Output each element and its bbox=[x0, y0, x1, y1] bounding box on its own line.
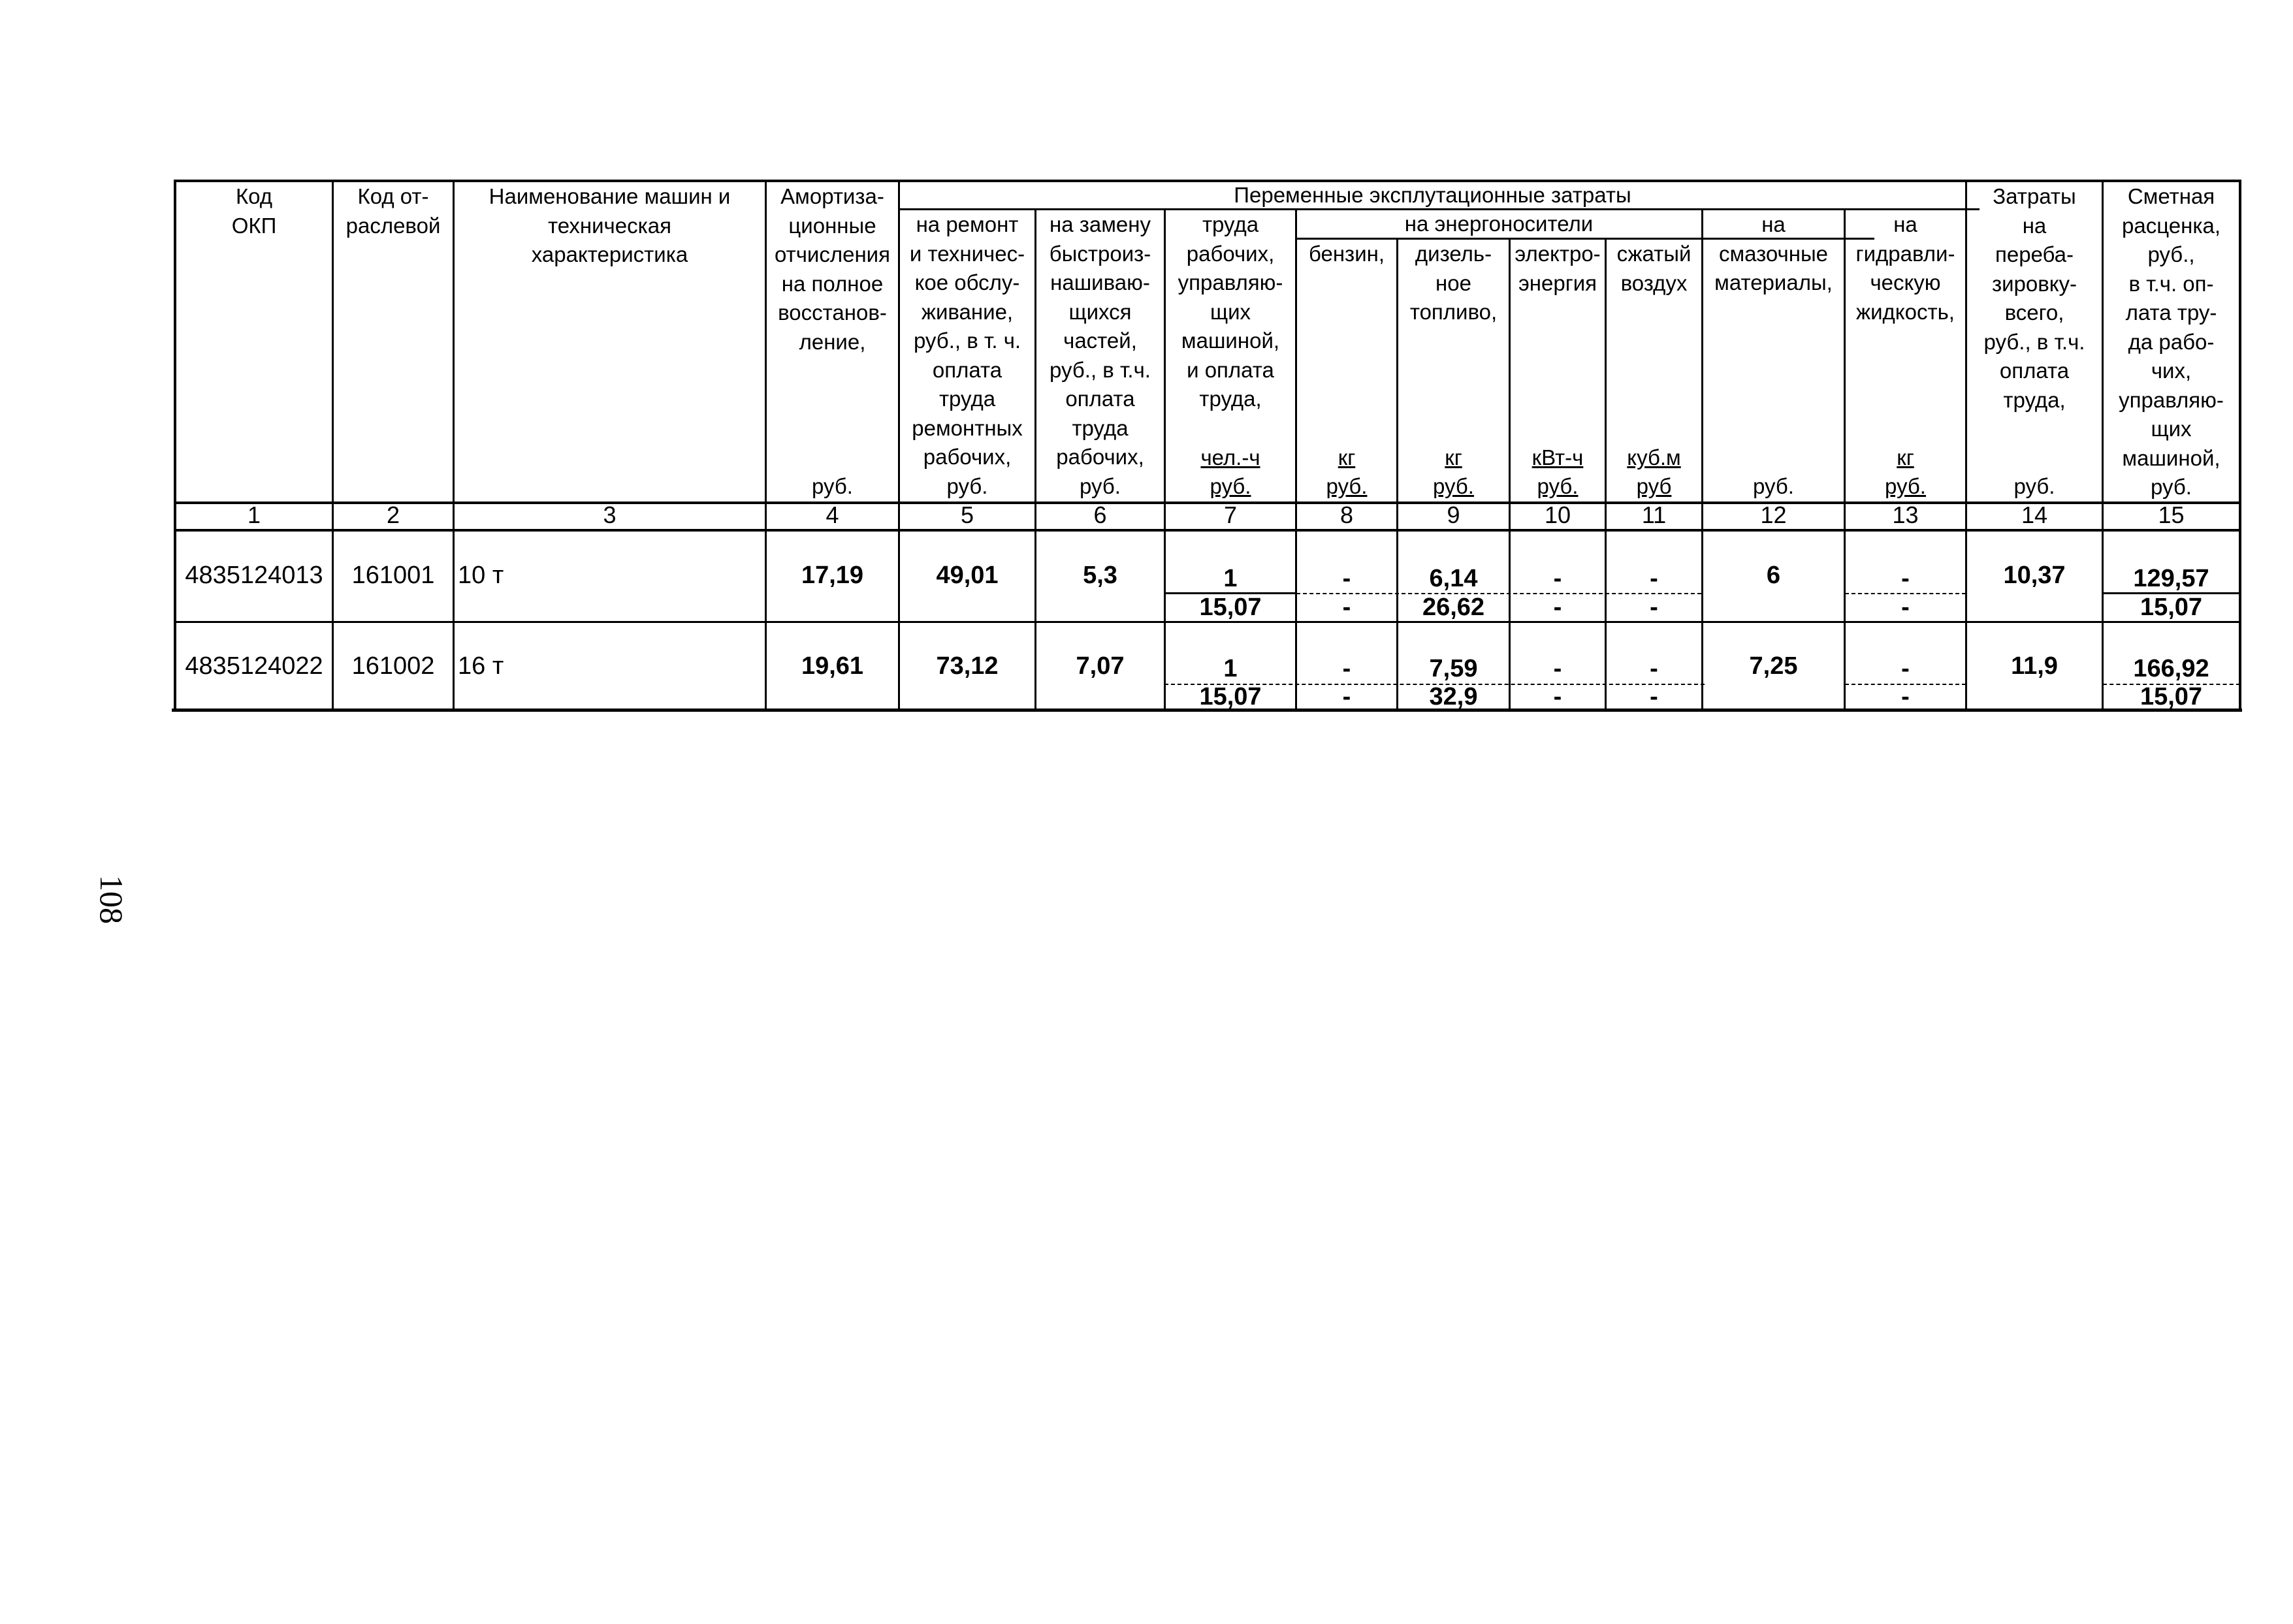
colnum-6: 6 bbox=[1093, 502, 1107, 528]
row2-branch-code: 161002 bbox=[351, 652, 435, 680]
row2-rate-pay: 15,07 bbox=[2140, 683, 2203, 710]
row1-okp: 4835124013 bbox=[185, 562, 323, 589]
row1-labor-pay: 15,07 bbox=[1199, 594, 1262, 621]
row2-air-rub: - bbox=[1650, 683, 1658, 710]
colnum-11: 11 bbox=[1641, 502, 1667, 528]
header-amortization: Амортиза- ционные отчисления на полное восстанов- ление, bbox=[774, 184, 890, 354]
page-number: 108 bbox=[93, 875, 130, 924]
header-electricity: электро- энергия bbox=[1515, 242, 1601, 295]
header-diesel-unit2: руб. bbox=[1433, 474, 1474, 498]
row2-petrol-rub: - bbox=[1342, 683, 1351, 710]
row1-parts: 5,3 bbox=[1083, 562, 1117, 589]
row1-diesel: 6,14 bbox=[1429, 565, 1478, 592]
header-hydraulic-unit2: руб. bbox=[1885, 474, 1926, 498]
colnum-13: 13 bbox=[1892, 502, 1919, 528]
colnum-12: 12 bbox=[1760, 502, 1787, 528]
row2-lubricants: 7,25 bbox=[1749, 652, 1798, 680]
row1-lubricants: 6 bbox=[1766, 562, 1781, 589]
row2-relocation: 11,9 bbox=[2011, 652, 2058, 680]
row2-repair: 73,12 bbox=[936, 652, 999, 680]
header-petrol-unit1: кг bbox=[1338, 445, 1356, 470]
header-branch-code: Код от- раслевой bbox=[345, 184, 441, 238]
header-estimated-rate: Сметная расценка, руб., в т.ч. оп- лата тру- да рабо- чих, управляю- щих машиной, руб. bbox=[2119, 184, 2224, 499]
header-labor-unit2: руб. bbox=[1210, 474, 1251, 498]
row2-electricity-rub: - bbox=[1553, 683, 1562, 710]
row2-diesel-rub: 32,9 bbox=[1429, 683, 1478, 710]
row2-okp: 4835124022 bbox=[185, 652, 323, 680]
row1-labor: 1 bbox=[1223, 565, 1238, 592]
header-labor-unit1: чел.-ч bbox=[1200, 445, 1260, 470]
vline-2 bbox=[332, 180, 334, 712]
colnum-14: 14 bbox=[2021, 502, 2048, 528]
row1-petrol-rub: - bbox=[1342, 594, 1351, 621]
header-electricity-unit2: руб. bbox=[1537, 474, 1579, 498]
header-petrol-unit2: руб. bbox=[1326, 474, 1368, 498]
header-machine-name: Наименование машин и техническая характеристика bbox=[489, 184, 731, 266]
row2-air: - bbox=[1650, 655, 1658, 682]
header-parts: на замену быстроиз- нашиваю- щихся частей, руб., в т.ч. оплата труда рабочих, руб. bbox=[1049, 212, 1151, 498]
colnum-3: 3 bbox=[603, 502, 617, 528]
row1-repair: 49,01 bbox=[936, 562, 999, 589]
row1-name: 10 т bbox=[458, 562, 504, 589]
cost-table bbox=[172, 180, 2242, 712]
header-electricity-unit1: кВт-ч bbox=[1531, 445, 1584, 470]
header-amortization-unit: руб. bbox=[812, 474, 853, 498]
colnum-7: 7 bbox=[1223, 502, 1238, 528]
colnum-1: 1 bbox=[247, 502, 261, 528]
header-okp: Код ОКП bbox=[231, 184, 277, 238]
header-air-unit1: куб.м bbox=[1627, 445, 1681, 470]
row1-rate: 129,57 bbox=[2133, 565, 2209, 592]
header-energy: на энергоносители bbox=[1404, 212, 1594, 236]
header-air-unit2: руб bbox=[1636, 474, 1672, 498]
row1-diesel-rub: 26,62 bbox=[1422, 594, 1485, 621]
table-border-left bbox=[174, 180, 176, 712]
colnum-8: 8 bbox=[1339, 502, 1354, 528]
numbers-bottom-line bbox=[174, 529, 2241, 532]
header-variable-costs: Переменные эксплутационные затраты bbox=[1234, 183, 1631, 207]
colnum-15: 15 bbox=[2158, 502, 2185, 528]
header-repair: на ремонт и техничес- кое обслу- живание, руб., в т. ч. оплата труда ремонтных рабочих, руб. bbox=[909, 212, 1025, 498]
row1-air-rub: - bbox=[1650, 594, 1658, 621]
row2-hydraulic-rub: - bbox=[1901, 683, 1910, 710]
row1-electricity: - bbox=[1553, 565, 1562, 592]
colnum-2: 2 bbox=[386, 502, 400, 528]
colnum-10: 10 bbox=[1544, 502, 1571, 528]
row1-amortization: 17,19 bbox=[801, 562, 864, 589]
header-petrol: бензин, bbox=[1308, 242, 1385, 266]
row1-branch-code: 161001 bbox=[351, 562, 435, 589]
header-lubricants: на смазочные материалы, bbox=[1714, 212, 1833, 295]
row2-diesel: 7,59 bbox=[1429, 655, 1478, 682]
header-diesel-unit1: кг bbox=[1445, 445, 1462, 470]
colnum-5: 5 bbox=[960, 502, 974, 528]
row2-parts: 7,07 bbox=[1076, 652, 1125, 680]
header-hydraulic: на гидравли- ческую жидкость, bbox=[1855, 212, 1955, 324]
row2-labor-pay: 15,07 bbox=[1199, 683, 1262, 710]
row1-petrol: - bbox=[1342, 565, 1351, 592]
row2-hydraulic: - bbox=[1901, 655, 1910, 682]
row2-petrol: - bbox=[1342, 655, 1351, 682]
row2-labor: 1 bbox=[1223, 655, 1238, 682]
colnum-9: 9 bbox=[1447, 502, 1460, 528]
header-diesel: дизель- ное топливо, bbox=[1409, 242, 1498, 324]
header-relocation-unit: руб. bbox=[2013, 474, 2055, 498]
row2-name: 16 т bbox=[458, 652, 504, 680]
header-lubricants-unit: руб. bbox=[1753, 474, 1794, 498]
row1-electricity-rub: - bbox=[1553, 594, 1562, 621]
header-labor: труда рабочих, управляю- щих машиной, и оплата труда, bbox=[1178, 212, 1283, 411]
colnum-4: 4 bbox=[826, 502, 839, 528]
row1-relocation: 10,37 bbox=[2003, 562, 2066, 589]
row2-electricity: - bbox=[1553, 655, 1562, 682]
header-compressed-air: сжатый воздух bbox=[1616, 242, 1692, 295]
row1-hydraulic-rub: - bbox=[1901, 594, 1910, 621]
row1-hydraulic: - bbox=[1901, 565, 1910, 592]
row2-amortization: 19,61 bbox=[801, 652, 864, 680]
header-hydraulic-unit1: кг bbox=[1897, 445, 1914, 470]
header-relocation: Затраты на переба- зировку- всего, руб., в т.ч. оплата труда, bbox=[1983, 184, 2085, 412]
row1-rate-pay: 15,07 bbox=[2140, 594, 2203, 621]
row1-air: - bbox=[1650, 565, 1658, 592]
row2-rate: 166,92 bbox=[2133, 655, 2209, 682]
